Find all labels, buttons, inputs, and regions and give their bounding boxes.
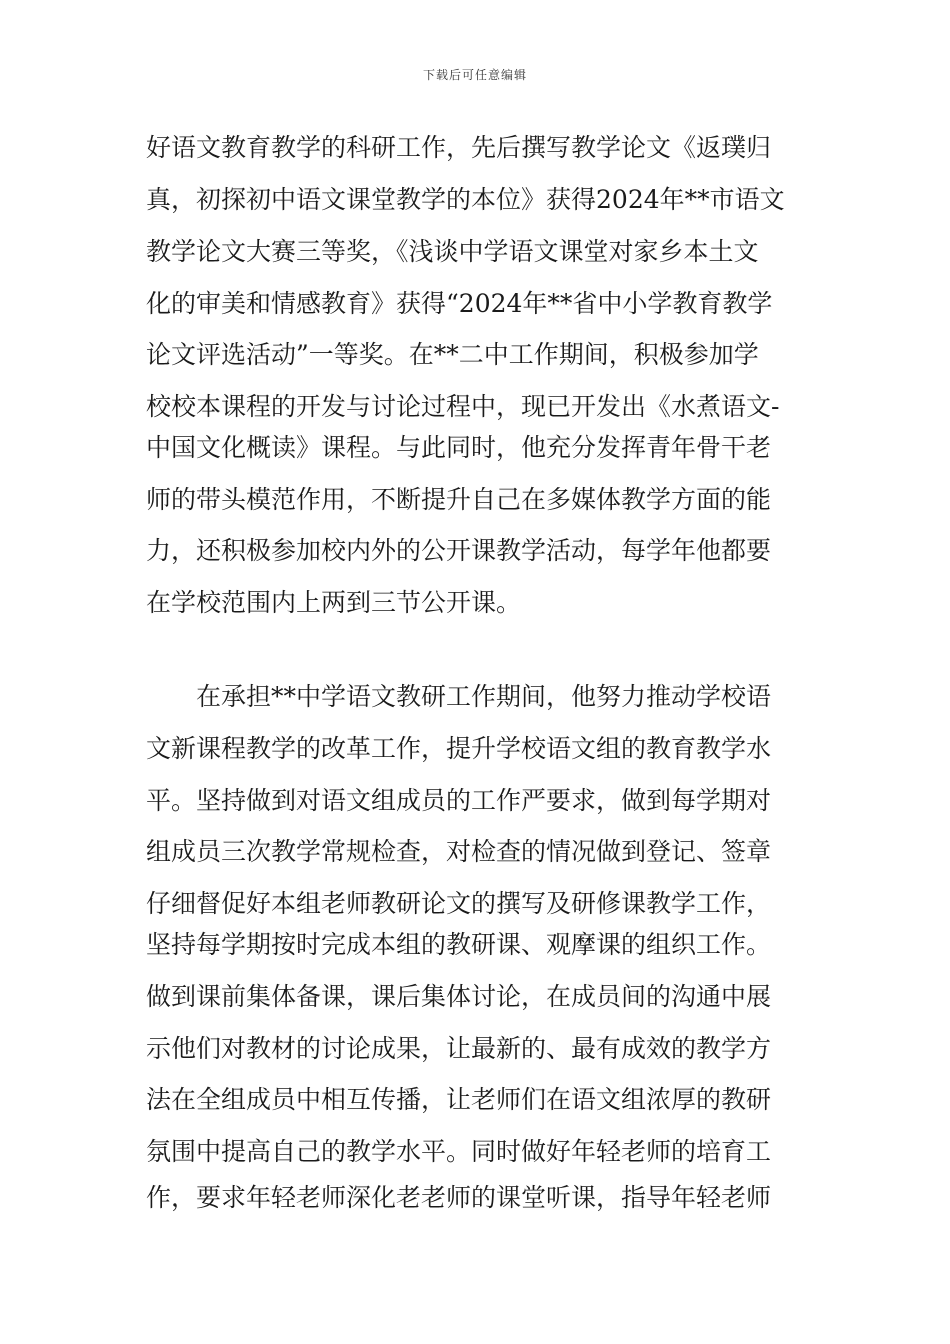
text-line: 在承担**中学语文教研工作期间，他努力推动学校语	[196, 682, 772, 711]
text-line: 师的带头模范作用，不断提升自己在多媒体教学方面的能	[146, 485, 772, 514]
text-line: 氛围中提高自己的教学水平。同时做好年轻老师的培育工	[146, 1137, 772, 1166]
text-line: 校校本课程的开发与讨论过程中，现已开发出《水煮语文-	[146, 392, 780, 421]
text-line: 作，要求年轻老师深化老老师的课堂听课，指导年轻老师	[146, 1183, 772, 1212]
text-line: 好语文教育教学的科研工作，先后撰写教学论文《返璞归	[146, 133, 772, 162]
text-line: 力，还积极参加校内外的公开课教学活动，每学年他都要	[146, 536, 772, 565]
text-line: 教学论文大赛三等奖，《浅谈中学语文课堂对家乡本土文	[146, 237, 759, 266]
text-line: 组成员三次教学常规检查，对检查的情况做到登记、签章	[146, 837, 772, 866]
text-line: 示他们对教材的讨论成果，让最新的、最有成效的教学方	[146, 1034, 772, 1063]
text-line: 平。坚持做到对语文组成员的工作严要求，做到每学期对	[146, 786, 772, 815]
text-line: 真，初探初中语文课堂教学的本位》获得2024年**市语文	[146, 185, 785, 214]
text-line: 论文评选活动”一等奖。在**二中工作期间，积极参加学	[146, 340, 759, 369]
text-line: 法在全组成员中相互传播，让老师们在语文组浓厚的教研	[146, 1085, 772, 1114]
text-line: 中国文化概读》课程。与此同时，他充分发挥青年骨干老	[146, 433, 772, 462]
text-line: 做到课前集体备课，课后集体讨论，在成员间的沟通中展	[146, 982, 772, 1011]
text-line: 文新课程教学的改革工作，提升学校语文组的教育教学水	[146, 734, 772, 763]
text-line: 坚持每学期按时完成本组的教研课、观摩课的组织工作。	[146, 930, 772, 959]
header-note: 下载后可任意编辑	[422, 68, 527, 82]
text-line: 在学校范围内上两到三节公开课。	[146, 588, 522, 617]
text-line: 化的审美和情感教育》获得“2024年**省中小学教育教学	[146, 289, 773, 318]
text-line: 仔细督促好本组老师教研论文的撰写及研修课教学工作，	[146, 889, 772, 918]
